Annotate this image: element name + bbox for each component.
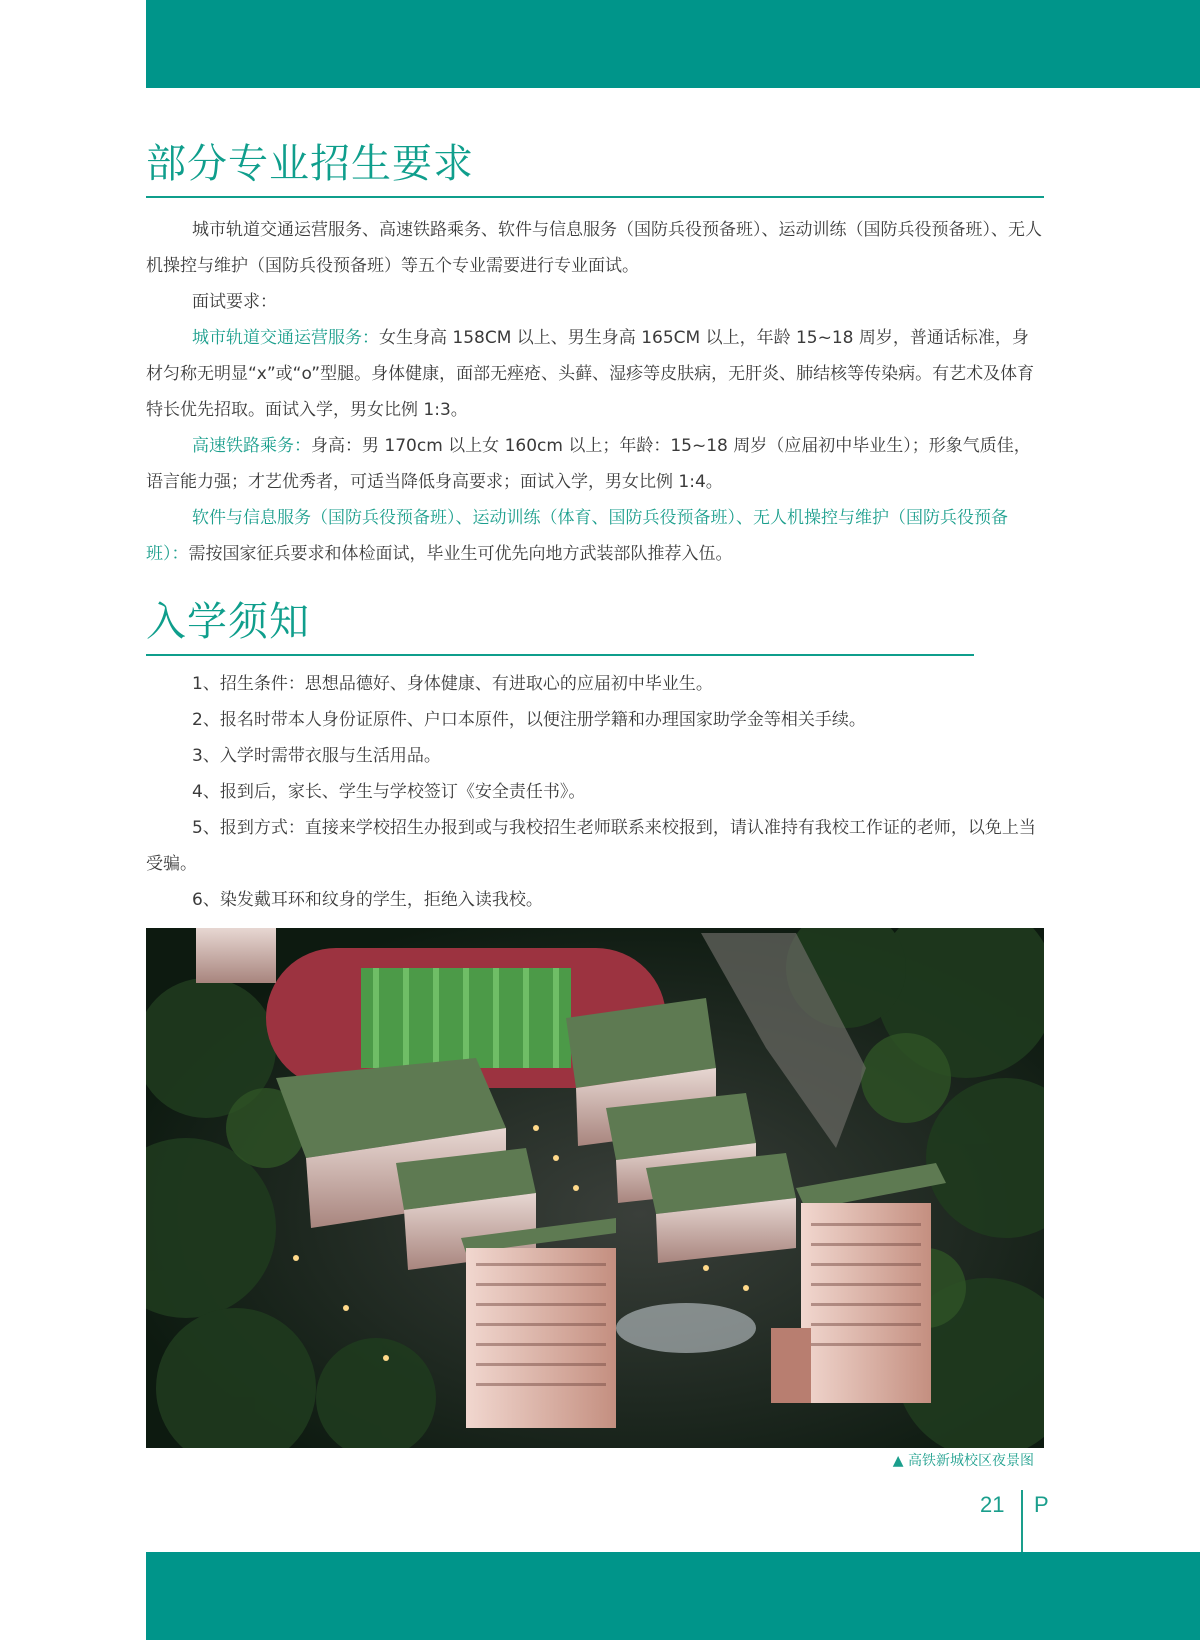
admission-requirements-section [146,140,1046,572]
section-body [146,666,1044,918]
notice-item: 5、报到方式：直接来学校招生办报到或与我校招生老师联系来校报到，请认准持有我校工作证的老师，以免上当受骗。 [146,818,1036,874]
campus-night-view-image [146,928,1044,1448]
section-title: 部分专业招生要求 [146,141,474,187]
notice-item: 3、入学时需带衣服与生活用品。 [192,746,441,766]
section-body [146,212,1044,572]
major-label: 高速铁路乘务： [192,436,311,456]
major-label: 城市轨道交通运营服务： [192,328,379,348]
page-letter: P [1034,1492,1049,1517]
page-number-divider [1021,1490,1023,1552]
requirement-text: 女生身高 158CM 以上、男生身高 165CM 以上，年龄 15~18 周岁，普通话标准，身材匀称无明显“x”或“o”型腿。身体健康，面部无痤疮、头藓、湿疹等皮肤病，无肝炎、肺结核等传染病。有艺术及体育特长优先招取。面试入学，男女比例 1:3。 [146,328,1035,420]
notice-item: 1、招生条件：思想品德好、身体健康、有进取心的应届初中毕业生。 [192,674,713,694]
major-label: 软件与信息服务（国防兵役预备班）、运动训练（体育、国防兵役预备班）、无人机操控与维护（国防兵役预备班）： [146,508,1008,564]
requirement-text: 身高：男 170cm 以上女 160cm 以上；年龄：15~18 周岁（应届初中毕业生）；形象气质佳，语言能力强；才艺优秀者，可适当降低身高要求；面试入学，男女比例 1:4。 [146,436,1031,492]
requirement-paragraph [146,428,1044,500]
footer-band [146,1552,1200,1640]
page-number: 21 [980,1492,1005,1517]
section-title: 入学须知 [146,599,310,645]
requirement-paragraph [146,500,1044,572]
title-underline [146,654,974,656]
notice-item: 6、染发戴耳环和纹身的学生，拒绝入读我校。 [192,890,543,910]
notice-item: 2、报名时带本人身份证原件、户口本原件，以便注册学籍和办理国家助学金等相关手续。 [192,710,866,730]
notice-item: 4、报到后，家长、学生与学校签订《安全责任书》。 [192,782,586,802]
interview-label: 面试要求： [192,292,277,312]
enrollment-notice-section [146,598,1046,918]
intro-paragraph: 城市轨道交通运营服务、高速铁路乘务、软件与信息服务（国防兵役预备班）、运动训练（国防兵役预备班）、无人机操控与维护（国防兵役预备班）等五个专业需要进行专业面试。 [146,220,1042,276]
title-underline [146,196,1044,198]
header-band [146,0,1200,88]
photo-caption: ▲ 高铁新城校区夜景图 [892,1453,1034,1469]
requirement-paragraph [146,320,1044,428]
requirement-text: 需按国家征兵要求和体检面试，毕业生可优先向地方武装部队推荐入伍。 [188,544,733,564]
